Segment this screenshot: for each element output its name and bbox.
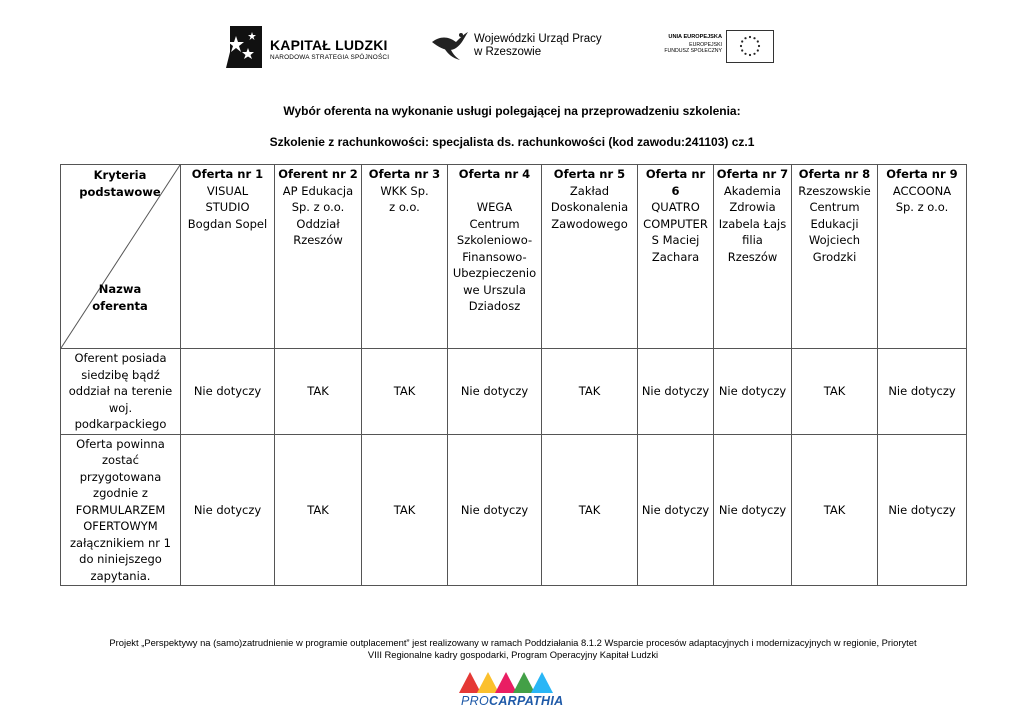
- eu-logo: [653, 30, 778, 64]
- kapital-ludzki-logo: [222, 22, 397, 74]
- offer-name: Zakład Doskonalenia Zawodowego: [550, 183, 629, 231]
- offer-header: [362, 165, 448, 349]
- offer-title: Oferent nr 2: [278, 167, 358, 181]
- offer-name: VISUAL STUDIO Bogdan Sopel: [187, 183, 268, 231]
- offer-header: [181, 165, 275, 349]
- project-footer: [60, 637, 966, 661]
- wup-name-line2: w Rzeszowie: [474, 46, 542, 58]
- kapital-ludzki-subtitle: NARODOWA STRATEGIA SPÓJNOŚCI: [270, 54, 390, 61]
- kapital-ludzki-title: KAPITAŁ LUDZKI: [270, 37, 388, 53]
- value-cell: TAK: [362, 349, 448, 435]
- offer-header: [792, 165, 878, 349]
- eu-line3: FUNDUSZ SPOŁECZNY: [664, 48, 722, 54]
- value-cell: TAK: [542, 349, 638, 435]
- offer-name: AP Edukacja Sp. z o.o. Oddział Rzeszów: [282, 183, 354, 247]
- offers-table: [60, 164, 967, 586]
- offeror-name-header: Nazwa oferenta: [92, 282, 148, 313]
- offer-title: Oferta nr 3: [368, 167, 441, 181]
- offer-name: Akademia Zdrowia Izabela Łajs filia Rzeszów: [718, 183, 787, 264]
- value-cell: Nie dotyczy: [878, 434, 967, 586]
- value-cell: Nie dotyczy: [181, 349, 275, 435]
- procarpathia-wordmark: [461, 694, 563, 708]
- value-cell: TAK: [362, 434, 448, 586]
- offer-header: [878, 165, 967, 349]
- offer-title: Oferta nr 1: [191, 167, 264, 181]
- value-cell: Nie dotyczy: [448, 349, 542, 435]
- procarpathia-logo: [455, 670, 567, 710]
- procarpathia-mountains-icon: [455, 670, 567, 694]
- procarpathia-pro: PRO: [461, 694, 489, 708]
- wup-name-line1: Wojewódzki Urząd Pracy: [474, 33, 602, 45]
- offer-name: WKK Sp. z o.o.: [380, 183, 429, 214]
- footer-line1: Projekt „Perspektywy na (samo)zatrudnienie w programie outplacement” jest realizowany w ramach Poddziałania 8.1.2 Wsparcie procesów adaptacyjnych i modernizacyjnych w regionie, Priorytet: [109, 637, 917, 648]
- document-title: Wybór oferenta na wykonanie usługi polegającej na przeprowadzeniu szkolenia:: [283, 104, 741, 118]
- eu-line1: UNIA EUROPEJSKA: [668, 34, 722, 40]
- document-subtitle: Szkolenie z rachunkowości: specjalista ds. rachunkowości (kod zawodu:241103) cz.1: [269, 135, 755, 149]
- offer-header: [638, 165, 714, 349]
- offer-name: QUATRO COMPUTER S Maciej Zachara: [643, 200, 708, 264]
- offer-title: Oferta nr 5: [553, 167, 626, 181]
- offer-name: WEGA Centrum Szkoleniowo- Finansowo- Ubezpieczenio we Urszula Dziadosz: [452, 200, 537, 313]
- offer-name: Rzeszowskie Centrum Edukacji Wojciech Grodzki: [798, 183, 871, 264]
- criterion-cell: Oferent posiada siedzibę bądź oddział na terenie woj. podkarpackiego: [61, 349, 181, 435]
- offer-header: [448, 165, 542, 349]
- corner-cell: [61, 165, 181, 349]
- footer-line2: VIII Regionalne kadry gospodarki, Program Operacyjny Kapitał Ludzki: [367, 649, 659, 660]
- offer-title: Oferta nr 7: [716, 167, 789, 181]
- criteria-header: Kryteria podstawowe: [79, 168, 161, 199]
- logo-bar: [0, 0, 1024, 80]
- value-cell: TAK: [542, 434, 638, 586]
- value-cell: Nie dotyczy: [638, 349, 714, 435]
- criterion-cell: Oferta powinna zostać przygotowana zgodnie z FORMULARZEM OFERTOWYM załącznikiem nr 1 do niniejszego zapytania.: [61, 434, 181, 586]
- wup-logo: [430, 28, 610, 62]
- offer-header: [542, 165, 638, 349]
- value-cell: TAK: [792, 349, 878, 435]
- offer-name: ACCOONA Sp. z o.o.: [892, 183, 952, 214]
- table-header-row: [61, 165, 967, 349]
- table-row: [61, 434, 967, 586]
- value-cell: TAK: [275, 349, 362, 435]
- offer-header: [275, 165, 362, 349]
- offer-title: Oferta nr 8: [798, 167, 871, 181]
- wup-bird-icon: [430, 28, 470, 62]
- kapital-ludzki-emblem-icon: [222, 22, 266, 72]
- value-cell: TAK: [275, 434, 362, 586]
- value-cell: Nie dotyczy: [448, 434, 542, 586]
- eu-line2: EUROPEJSKI: [689, 42, 722, 48]
- value-cell: Nie dotyczy: [714, 434, 792, 586]
- table-row: [61, 349, 967, 435]
- offer-title: Oferta nr 9: [886, 167, 958, 181]
- procarpathia-carpathia: CARPATHIA: [489, 694, 564, 708]
- value-cell: Nie dotyczy: [181, 434, 275, 586]
- offer-header: [714, 165, 792, 349]
- value-cell: Nie dotyczy: [638, 434, 714, 586]
- value-cell: Nie dotyczy: [878, 349, 967, 435]
- value-cell: TAK: [792, 434, 878, 586]
- value-cell: Nie dotyczy: [714, 349, 792, 435]
- offer-title: Oferta nr 4: [458, 167, 531, 181]
- offer-title: Oferta nr 6: [645, 167, 706, 198]
- eu-flag-icon: [726, 30, 774, 63]
